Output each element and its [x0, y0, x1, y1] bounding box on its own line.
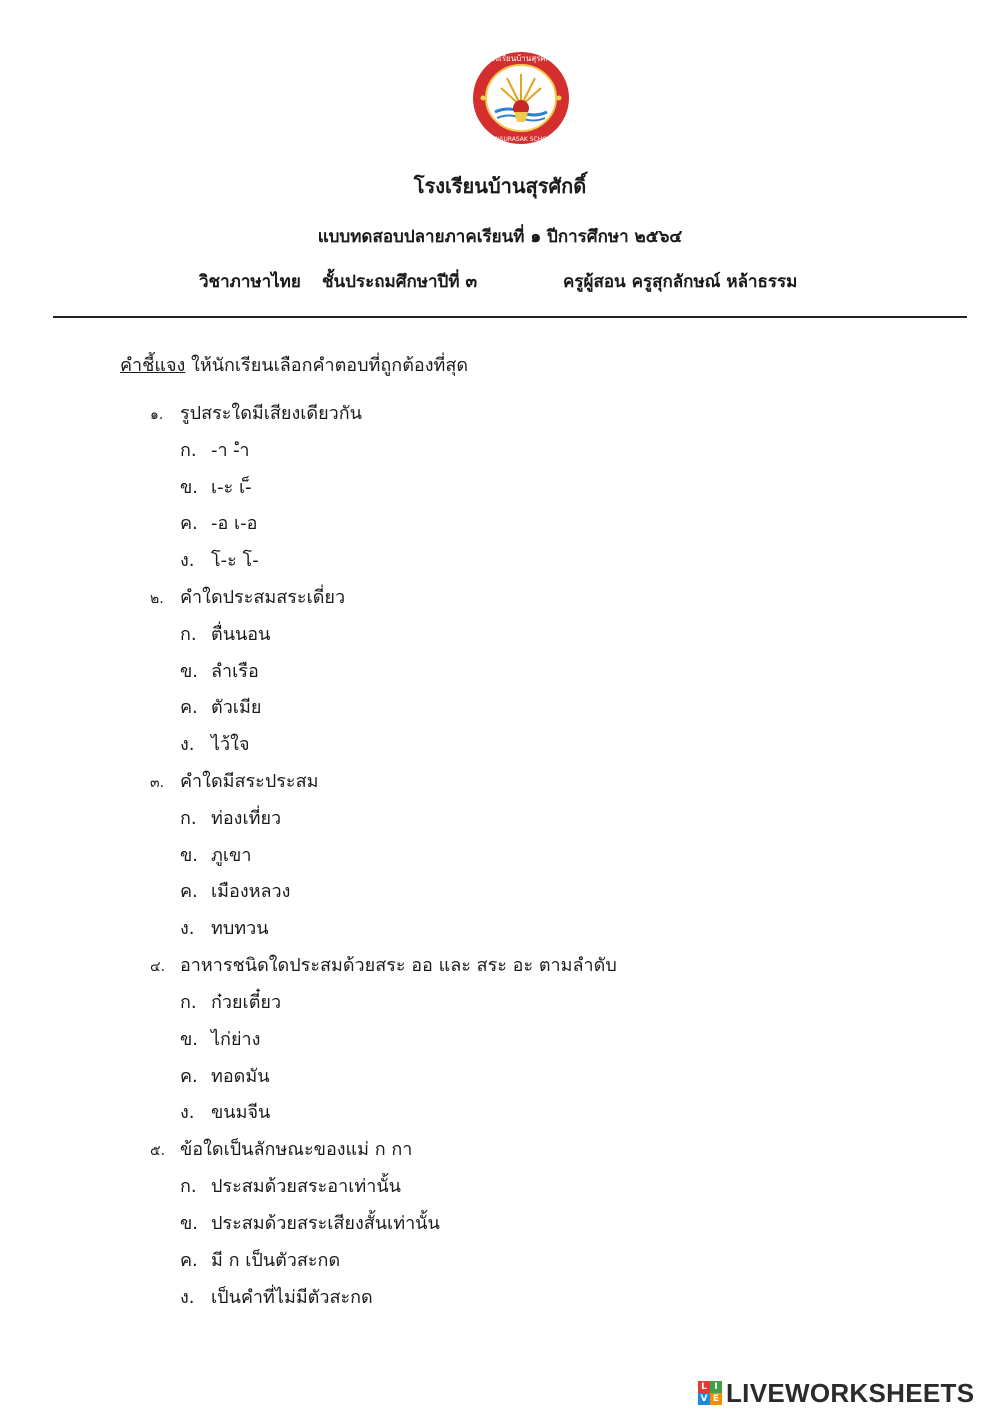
- question-text: คำใดมีสระประสม: [180, 771, 319, 792]
- option-text: มี ก เป็นตัวสะกด: [211, 1250, 341, 1271]
- option-text: เมืองหลวง: [211, 881, 291, 902]
- option-4c[interactable]: [180, 1061, 270, 1090]
- option-4d[interactable]: [180, 1097, 270, 1126]
- school-logo: [471, 50, 571, 146]
- option-5d[interactable]: [180, 1282, 373, 1311]
- option-text: ไก่ย่าง: [211, 1029, 261, 1050]
- option-letter: ข.: [180, 661, 199, 682]
- option-2c[interactable]: [180, 692, 261, 721]
- option-letter: ข.: [180, 1213, 199, 1234]
- instructions-label: คำชี้แจง: [120, 355, 186, 376]
- option-text: ทอดมัน: [211, 1066, 270, 1087]
- subject-label: วิชาภาษาไทย: [199, 272, 301, 292]
- option-text: ตื่นนอน: [211, 624, 271, 645]
- option-letter: ง.: [180, 734, 195, 755]
- option-text: ประสมด้วยสระอาเท่านั้น: [211, 1176, 401, 1197]
- option-letter: ง.: [180, 1287, 195, 1308]
- option-2d[interactable]: [180, 729, 250, 758]
- option-text: ไว้ใจ: [211, 734, 250, 755]
- question-number: ๔.: [150, 959, 166, 975]
- option-3b[interactable]: [180, 840, 251, 869]
- option-text: ท่องเที่ยว: [211, 808, 282, 829]
- option-text: เ-ะ เ-็: [211, 477, 252, 498]
- option-text: -อ เ-อ: [211, 513, 258, 534]
- school-name: โรงเรียนบ้านสุรศักดิ์: [413, 174, 587, 198]
- option-letter: ก.: [180, 440, 197, 461]
- option-letter: ง.: [180, 550, 195, 571]
- option-3d[interactable]: [180, 913, 269, 942]
- option-text: เป็นคำที่ไม่มีตัวสะกด: [211, 1287, 373, 1308]
- option-letter: ข.: [180, 1029, 199, 1050]
- option-1a[interactable]: [180, 435, 249, 464]
- option-1d[interactable]: [180, 545, 259, 574]
- question-3: [150, 766, 318, 795]
- option-text: ประสมด้วยสระเสียงสั้นเท่านั้น: [211, 1213, 440, 1234]
- question-number: ๑.: [150, 407, 164, 423]
- question-1: [150, 398, 362, 427]
- option-5b[interactable]: [180, 1208, 440, 1237]
- question-2: [150, 582, 345, 611]
- option-letter: ค.: [180, 1066, 198, 1087]
- question-number: ๒.: [150, 591, 164, 607]
- option-letter: ข.: [180, 477, 199, 498]
- option-letter: ก.: [180, 992, 197, 1013]
- option-1b[interactable]: [180, 472, 251, 501]
- option-2a[interactable]: [180, 619, 270, 648]
- option-letter: ก.: [180, 808, 197, 829]
- exam-title: แบบทดสอบปลายภาคเรียนที่ ๑ ปีการศึกษา ๒๕๖๔: [317, 227, 683, 247]
- option-5c[interactable]: [180, 1245, 340, 1274]
- svg-text:BANSURASAK SCHOOL: BANSURASAK SCHOOL: [486, 136, 556, 143]
- header-divider: [53, 316, 967, 318]
- grade-label: ชั้นประถมศึกษาปีที่ ๓: [322, 272, 478, 292]
- option-3a[interactable]: [180, 803, 281, 832]
- option-2b[interactable]: [180, 656, 259, 685]
- option-letter: ก.: [180, 624, 197, 645]
- option-letter: ค.: [180, 513, 198, 534]
- option-text: -า -ำ: [211, 440, 250, 461]
- option-letter: ง.: [180, 1102, 195, 1123]
- liveworksheets-logo-icon: L I V E: [698, 1381, 722, 1405]
- option-text: ภูเขา: [211, 845, 252, 866]
- option-text: ลำเรือ: [211, 661, 259, 682]
- question-text: อาหารชนิดใดประสมด้วยสระ ออ และ สระ อะ ตามลำดับ: [180, 955, 617, 976]
- question-number: ๕.: [150, 1143, 166, 1159]
- option-4b[interactable]: [180, 1024, 260, 1053]
- option-letter: ข.: [180, 845, 199, 866]
- svg-text:โรงเรียนบ้านสุรศักดิ์: โรงเรียนบ้านสุรศักดิ์: [486, 54, 556, 63]
- question-4: [150, 950, 617, 979]
- option-5a[interactable]: [180, 1171, 401, 1200]
- teacher-label: ครูผู้สอน ครูสุกลักษณ์ หล้าธรรม: [563, 272, 798, 292]
- instructions: [120, 350, 468, 379]
- question-text: ข้อใดเป็นลักษณะของแม่ ก กา: [180, 1139, 413, 1160]
- option-letter: ค.: [180, 881, 198, 902]
- option-letter: ค.: [180, 697, 198, 718]
- option-letter: ง.: [180, 918, 195, 939]
- option-text: ก๋วยเตี๋ยว: [211, 992, 282, 1013]
- option-letter: ค.: [180, 1250, 198, 1271]
- option-1c[interactable]: [180, 508, 258, 537]
- option-3c[interactable]: [180, 876, 290, 905]
- option-4a[interactable]: [180, 987, 281, 1016]
- instructions-text: ให้นักเรียนเลือกคำตอบที่ถูกต้องที่สุด: [191, 355, 469, 376]
- option-letter: ก.: [180, 1176, 197, 1197]
- option-text: โ-ะ โ-: [211, 550, 259, 571]
- option-text: ตัวเมีย: [211, 697, 262, 718]
- liveworksheets-text: LIVEWORKSHEETS: [726, 1377, 975, 1408]
- option-text: ขนมจีน: [211, 1102, 271, 1123]
- liveworksheets-watermark: [698, 1378, 974, 1408]
- question-text: คำใดประสมสระเดี่ยว: [180, 587, 346, 608]
- question-5: [150, 1134, 412, 1163]
- option-text: ทบทวน: [211, 918, 269, 939]
- question-text: รูปสระใดมีเสียงเดียวกัน: [180, 403, 362, 424]
- question-number: ๓.: [150, 775, 165, 791]
